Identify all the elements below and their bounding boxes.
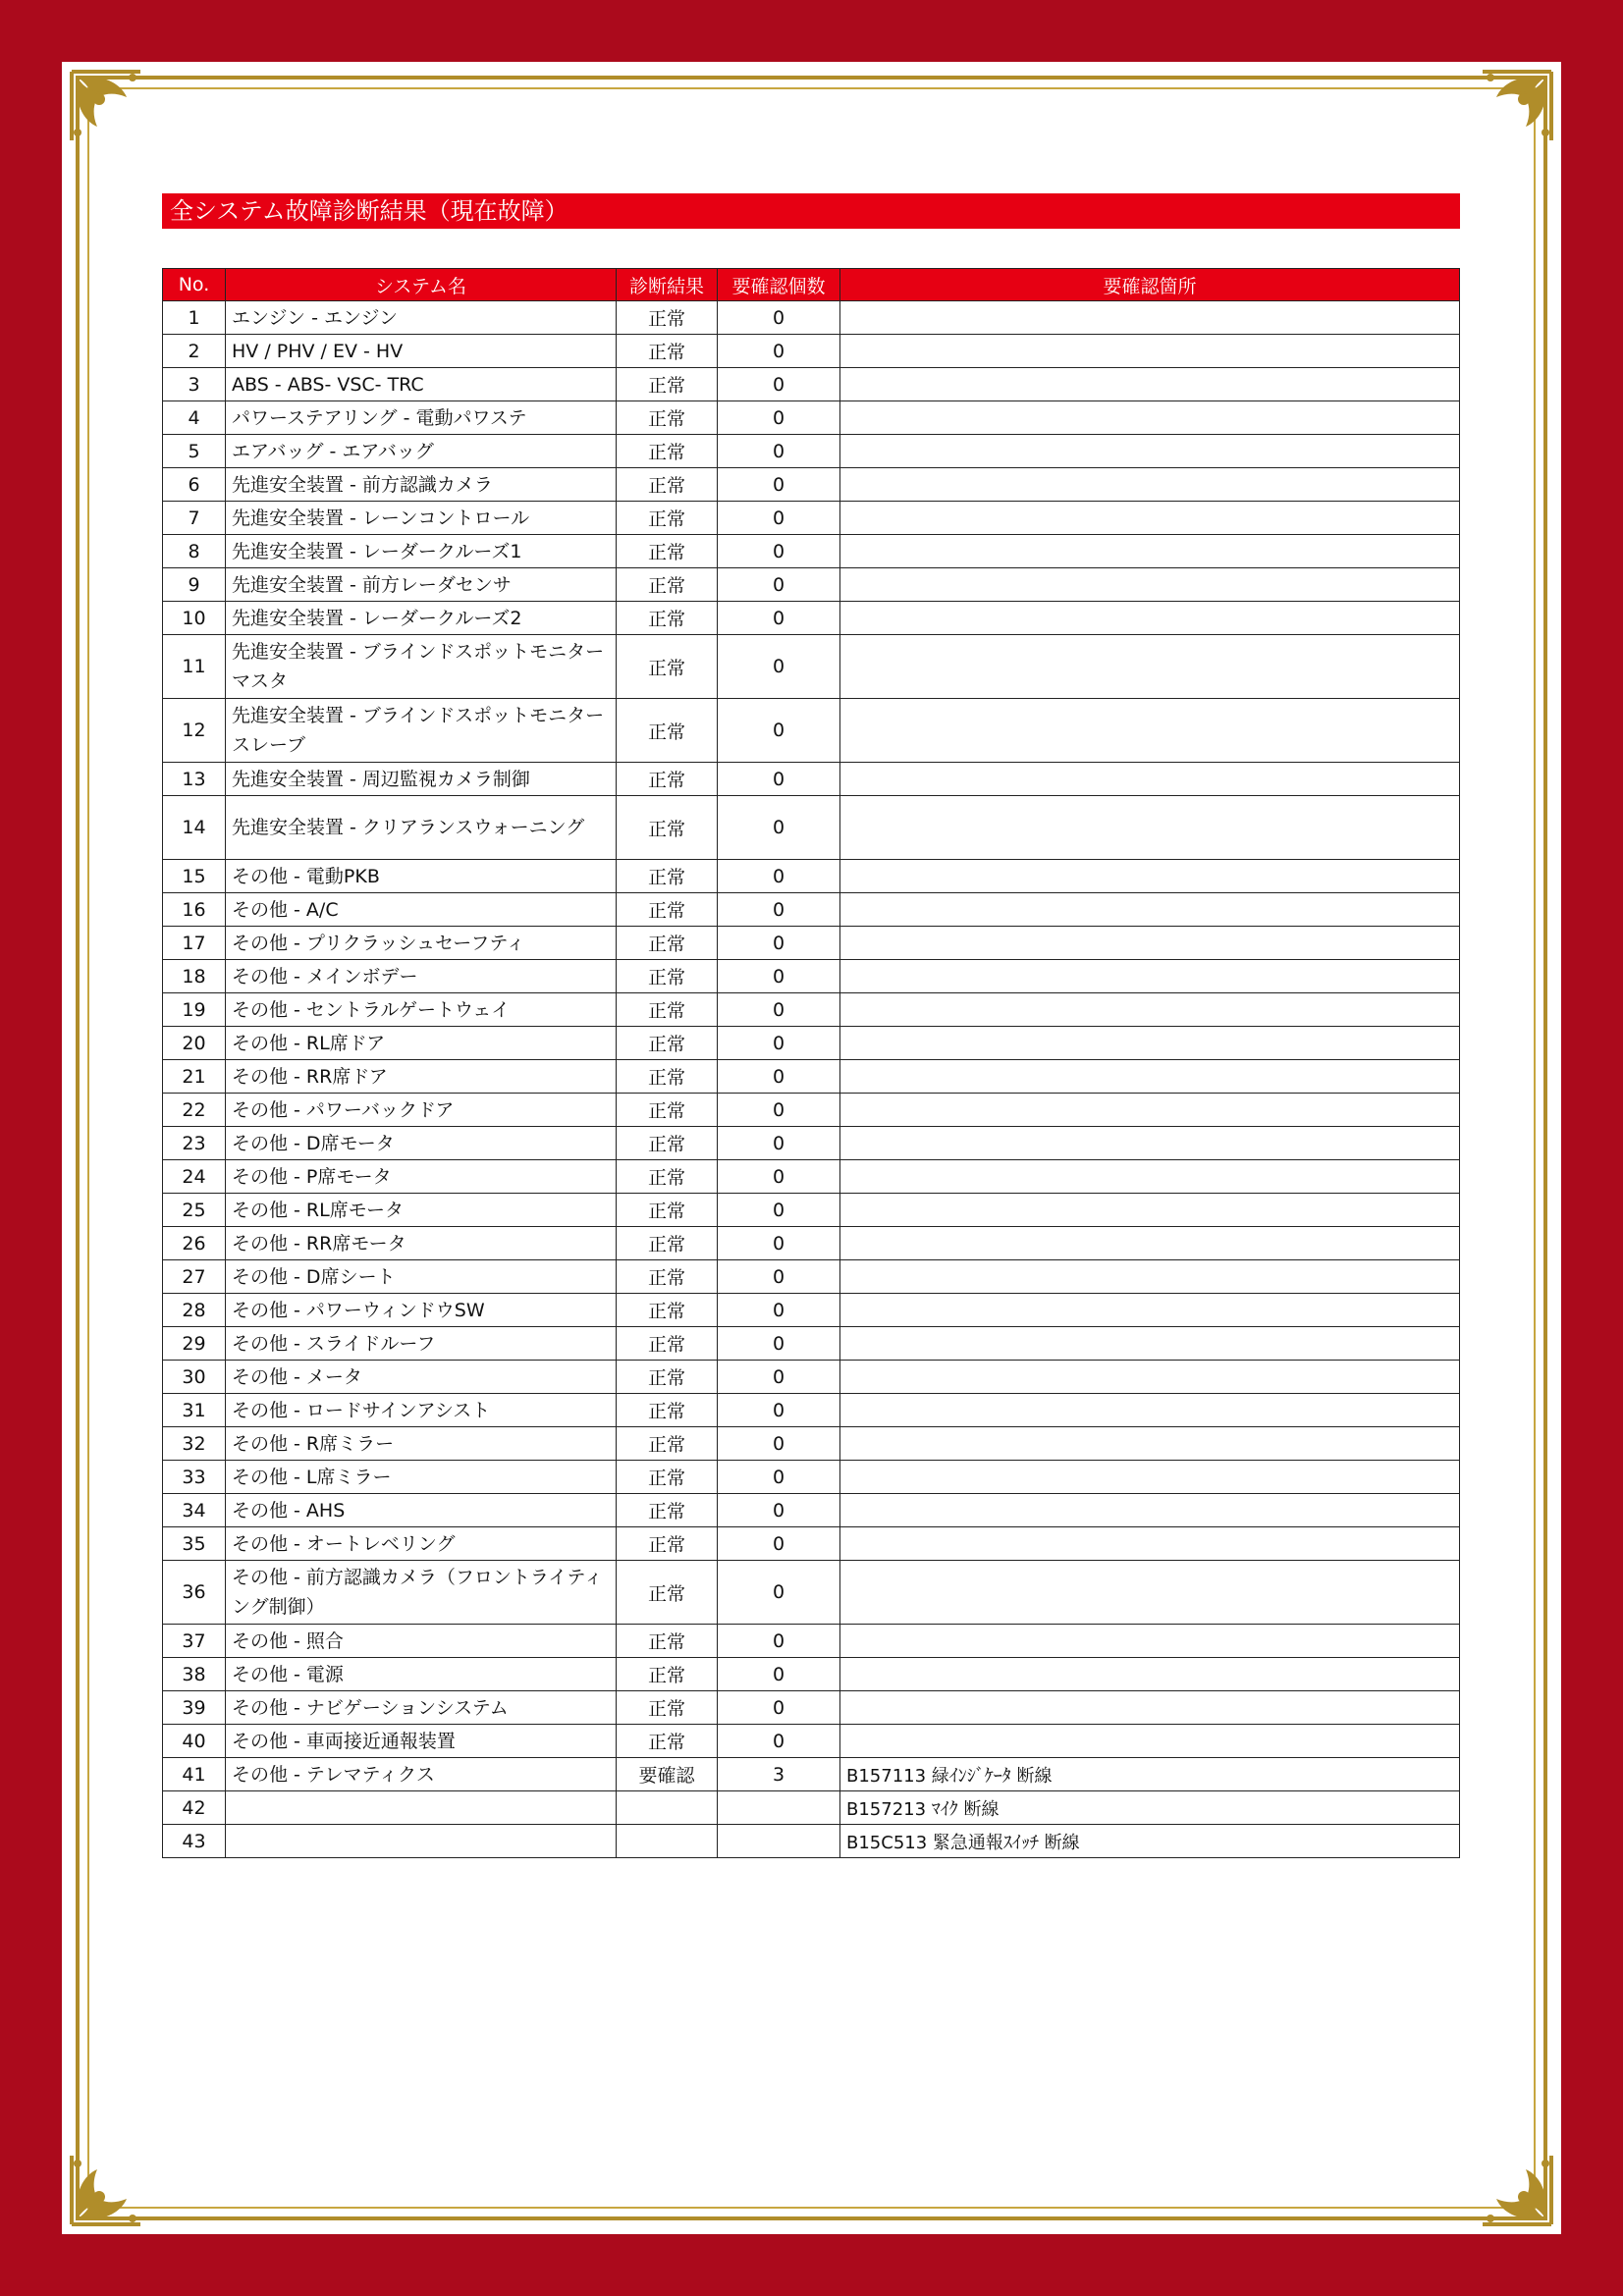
row-number: 9 <box>163 568 226 602</box>
diagnosis-result: 正常 <box>617 301 718 335</box>
check-location <box>840 1427 1460 1461</box>
diagnosis-result: 正常 <box>617 335 718 368</box>
row-number: 3 <box>163 368 226 401</box>
table-row <box>163 1691 1460 1725</box>
check-count: 0 <box>718 960 840 993</box>
check-count: 0 <box>718 1394 840 1427</box>
diagnosis-result: 正常 <box>617 860 718 893</box>
diagnosis-result: 正常 <box>617 1691 718 1725</box>
table-row <box>163 1260 1460 1294</box>
system-name: その他 - 照合 <box>226 1625 617 1658</box>
diagnosis-result: 正常 <box>617 1294 718 1327</box>
system-name: 先進安全装置 - レーダークルーズ2 <box>226 602 617 635</box>
check-location <box>840 699 1460 763</box>
check-location <box>840 535 1460 568</box>
row-number: 11 <box>163 635 226 699</box>
check-count: 0 <box>718 1658 840 1691</box>
system-name: その他 - AHS <box>226 1494 617 1527</box>
row-number: 17 <box>163 927 226 960</box>
row-number: 19 <box>163 993 226 1027</box>
check-location: B157113 緑ｲﾝｼﾞｹｰﾀ 断線 <box>840 1758 1460 1791</box>
table-row <box>163 1160 1460 1194</box>
check-count: 0 <box>718 1361 840 1394</box>
diagnosis-result: 要確認 <box>617 1758 718 1791</box>
system-name: 先進安全装置 - レーダークルーズ1 <box>226 535 617 568</box>
check-location <box>840 468 1460 502</box>
diagnosis-result: 正常 <box>617 1427 718 1461</box>
table-row <box>163 1494 1460 1527</box>
row-number: 15 <box>163 860 226 893</box>
check-count: 0 <box>718 301 840 335</box>
check-location <box>840 1127 1460 1160</box>
row-number: 32 <box>163 1427 226 1461</box>
row-number: 41 <box>163 1758 226 1791</box>
check-count: 0 <box>718 1494 840 1527</box>
system-name <box>226 1825 617 1858</box>
diagnosis-result: 正常 <box>617 468 718 502</box>
check-count: 0 <box>718 796 840 860</box>
check-count: 0 <box>718 1561 840 1625</box>
table-row <box>163 568 1460 602</box>
row-number: 42 <box>163 1791 226 1825</box>
row-number: 38 <box>163 1658 226 1691</box>
diagnosis-result: 正常 <box>617 401 718 435</box>
row-number: 4 <box>163 401 226 435</box>
system-name: その他 - D席シート <box>226 1260 617 1294</box>
check-count: 0 <box>718 435 840 468</box>
check-count: 0 <box>718 602 840 635</box>
system-name <box>226 1791 617 1825</box>
check-count: 0 <box>718 893 840 927</box>
check-location <box>840 993 1460 1027</box>
table-row <box>163 893 1460 927</box>
system-name: 先進安全装置 - 前方レーダセンサ <box>226 568 617 602</box>
table-row <box>163 1758 1460 1791</box>
check-location <box>840 960 1460 993</box>
diagnosis-result: 正常 <box>617 535 718 568</box>
check-count: 0 <box>718 1060 840 1094</box>
diagnosis-result: 正常 <box>617 699 718 763</box>
row-number: 33 <box>163 1461 226 1494</box>
diagnosis-result: 正常 <box>617 435 718 468</box>
corner-ornament-icon <box>64 64 148 148</box>
system-name: その他 - L席ミラー <box>226 1461 617 1494</box>
check-location <box>840 927 1460 960</box>
diagnosis-result: 正常 <box>617 1227 718 1260</box>
system-name: その他 - 車両接近通報装置 <box>226 1725 617 1758</box>
check-count: 0 <box>718 699 840 763</box>
check-count: 0 <box>718 1127 840 1160</box>
check-location: B15C513 緊急通報ｽｲｯﾁ 断線 <box>840 1825 1460 1858</box>
system-name: その他 - ナビゲーションシステム <box>226 1691 617 1725</box>
check-count: 0 <box>718 1327 840 1361</box>
check-location <box>840 796 1460 860</box>
check-location <box>840 1527 1460 1561</box>
system-name: 先進安全装置 - ブラインドスポットモニター マスタ <box>226 635 617 699</box>
diagnosis-result: 正常 <box>617 1527 718 1561</box>
row-number: 25 <box>163 1194 226 1227</box>
diagnosis-result: 正常 <box>617 1260 718 1294</box>
table-row <box>163 1461 1460 1494</box>
check-location <box>840 1227 1460 1260</box>
system-name: その他 - A/C <box>226 893 617 927</box>
system-name: ABS - ABS- VSC- TRC <box>226 368 617 401</box>
check-location <box>840 435 1460 468</box>
system-name: エアバッグ - エアバッグ <box>226 435 617 468</box>
diagnosis-result: 正常 <box>617 1494 718 1527</box>
diagnosis-result: 正常 <box>617 993 718 1027</box>
row-number: 14 <box>163 796 226 860</box>
system-name: その他 - オートレベリング <box>226 1527 617 1561</box>
table-row <box>163 699 1460 763</box>
check-count: 0 <box>718 502 840 535</box>
system-name: エンジン - エンジン <box>226 301 617 335</box>
row-number: 36 <box>163 1561 226 1625</box>
check-location <box>840 1361 1460 1394</box>
table-row <box>163 1427 1460 1461</box>
system-name: 先進安全装置 - クリアランスウォーニング <box>226 796 617 860</box>
check-count: 0 <box>718 1461 840 1494</box>
check-location <box>840 1461 1460 1494</box>
table-row <box>163 1060 1460 1094</box>
diagnosis-result: 正常 <box>617 1394 718 1427</box>
diagnosis-result: 正常 <box>617 1461 718 1494</box>
check-location <box>840 1658 1460 1691</box>
table-row <box>163 401 1460 435</box>
check-count: 0 <box>718 1194 840 1227</box>
table-row <box>163 1825 1460 1858</box>
system-name: その他 - D席モータ <box>226 1127 617 1160</box>
system-name: その他 - RR席モータ <box>226 1227 617 1260</box>
check-count: 0 <box>718 401 840 435</box>
check-location <box>840 1561 1460 1625</box>
row-number: 1 <box>163 301 226 335</box>
diagnosis-result: 正常 <box>617 960 718 993</box>
table-row <box>163 301 1460 335</box>
check-location <box>840 1194 1460 1227</box>
check-count: 0 <box>718 763 840 796</box>
table-row <box>163 1194 1460 1227</box>
system-name: その他 - プリクラッシュセーフティ <box>226 927 617 960</box>
system-name: その他 - RL席モータ <box>226 1194 617 1227</box>
system-name: その他 - RR席ドア <box>226 1060 617 1094</box>
corner-ornament-icon <box>64 2148 148 2232</box>
row-number: 39 <box>163 1691 226 1725</box>
diagnosis-result <box>617 1825 718 1858</box>
diagnosis-result: 正常 <box>617 1094 718 1127</box>
row-number: 2 <box>163 335 226 368</box>
table-body <box>163 301 1460 1858</box>
table-row <box>163 1127 1460 1160</box>
check-count <box>718 1791 840 1825</box>
table-row <box>163 1094 1460 1127</box>
system-name: 先進安全装置 - レーンコントロール <box>226 502 617 535</box>
check-location <box>840 502 1460 535</box>
check-location <box>840 1725 1460 1758</box>
table-row <box>163 1327 1460 1361</box>
system-name: 先進安全装置 - 周辺監視カメラ制御 <box>226 763 617 796</box>
row-number: 40 <box>163 1725 226 1758</box>
check-location <box>840 602 1460 635</box>
row-number: 12 <box>163 699 226 763</box>
diagnosis-result: 正常 <box>617 635 718 699</box>
section-title: 全システム故障診断結果（現在故障） <box>162 193 1460 229</box>
system-name: その他 - 前方認識カメラ（フロントライティング制御） <box>226 1561 617 1625</box>
check-count: 0 <box>718 1625 840 1658</box>
check-location <box>840 860 1460 893</box>
table-row <box>163 860 1460 893</box>
diagnosis-result: 正常 <box>617 796 718 860</box>
header-result: 診断結果 <box>617 269 718 301</box>
diagnosis-result: 正常 <box>617 1027 718 1060</box>
check-location <box>840 1625 1460 1658</box>
row-number: 23 <box>163 1127 226 1160</box>
system-name: その他 - メインボデー <box>226 960 617 993</box>
row-number: 8 <box>163 535 226 568</box>
system-name: その他 - セントラルゲートウェイ <box>226 993 617 1027</box>
check-count: 0 <box>718 368 840 401</box>
row-number: 22 <box>163 1094 226 1127</box>
check-location <box>840 1327 1460 1361</box>
check-count: 0 <box>718 1725 840 1758</box>
system-name: その他 - スライドルーフ <box>226 1327 617 1361</box>
corner-ornament-icon <box>1475 64 1559 148</box>
system-name: その他 - P席モータ <box>226 1160 617 1194</box>
system-name: 先進安全装置 - 前方認識カメラ <box>226 468 617 502</box>
table-row <box>163 1227 1460 1260</box>
check-count: 0 <box>718 1227 840 1260</box>
table-row <box>163 1527 1460 1561</box>
diagnosis-result: 正常 <box>617 927 718 960</box>
diagnosis-result: 正常 <box>617 1327 718 1361</box>
report-page <box>62 62 1561 2234</box>
diagnosis-result: 正常 <box>617 368 718 401</box>
check-count: 0 <box>718 635 840 699</box>
diagnosis-result: 正常 <box>617 1160 718 1194</box>
row-number: 37 <box>163 1625 226 1658</box>
system-name: HV / PHV / EV - HV <box>226 335 617 368</box>
table-row <box>163 368 1460 401</box>
system-name: その他 - メータ <box>226 1361 617 1394</box>
table-row <box>163 1294 1460 1327</box>
table-row <box>163 502 1460 535</box>
row-number: 10 <box>163 602 226 635</box>
row-number: 18 <box>163 960 226 993</box>
row-number: 28 <box>163 1294 226 1327</box>
diagnosis-result: 正常 <box>617 568 718 602</box>
diagnosis-result: 正常 <box>617 1127 718 1160</box>
check-count: 0 <box>718 1691 840 1725</box>
check-location <box>840 893 1460 927</box>
diagnosis-table <box>162 268 1460 1858</box>
check-location <box>840 401 1460 435</box>
row-number: 5 <box>163 435 226 468</box>
table-row <box>163 763 1460 796</box>
check-count: 0 <box>718 335 840 368</box>
corner-ornament-icon <box>1475 2148 1559 2232</box>
table-row <box>163 927 1460 960</box>
diagnosis-result <box>617 1791 718 1825</box>
header-system: システム名 <box>226 269 617 301</box>
check-count <box>718 1825 840 1858</box>
row-number: 26 <box>163 1227 226 1260</box>
row-number: 35 <box>163 1527 226 1561</box>
system-name: その他 - パワーバックドア <box>226 1094 617 1127</box>
check-count: 0 <box>718 1427 840 1461</box>
table-row <box>163 796 1460 860</box>
table-row <box>163 635 1460 699</box>
check-count: 0 <box>718 860 840 893</box>
check-location <box>840 568 1460 602</box>
system-name: その他 - ロードサインアシスト <box>226 1394 617 1427</box>
diagnosis-result: 正常 <box>617 1625 718 1658</box>
check-count: 0 <box>718 993 840 1027</box>
system-name: その他 - 電源 <box>226 1658 617 1691</box>
table-row <box>163 1791 1460 1825</box>
table-row <box>163 335 1460 368</box>
check-location <box>840 1260 1460 1294</box>
check-location <box>840 763 1460 796</box>
diagnosis-result: 正常 <box>617 893 718 927</box>
row-number: 31 <box>163 1394 226 1427</box>
table-row <box>163 1394 1460 1427</box>
check-location <box>840 635 1460 699</box>
row-number: 20 <box>163 1027 226 1060</box>
check-count: 0 <box>718 1027 840 1060</box>
check-count: 0 <box>718 535 840 568</box>
diagnosis-result: 正常 <box>617 1060 718 1094</box>
row-number: 7 <box>163 502 226 535</box>
table-row <box>163 1725 1460 1758</box>
diagnosis-result: 正常 <box>617 1725 718 1758</box>
table-row <box>163 1658 1460 1691</box>
row-number: 6 <box>163 468 226 502</box>
table-row <box>163 435 1460 468</box>
table-header-row <box>163 269 1460 301</box>
check-location: B157213 ﾏｲｸ 断線 <box>840 1791 1460 1825</box>
check-count: 0 <box>718 1294 840 1327</box>
check-location <box>840 1027 1460 1060</box>
row-number: 24 <box>163 1160 226 1194</box>
diagnosis-result: 正常 <box>617 1658 718 1691</box>
check-location <box>840 335 1460 368</box>
system-name: その他 - テレマティクス <box>226 1758 617 1791</box>
diagnosis-result: 正常 <box>617 763 718 796</box>
table-row <box>163 535 1460 568</box>
system-name: その他 - R席ミラー <box>226 1427 617 1461</box>
header-count: 要確認個数 <box>718 269 840 301</box>
table-row <box>163 960 1460 993</box>
system-name: その他 - パワーウィンドウSW <box>226 1294 617 1327</box>
diagnosis-result: 正常 <box>617 1194 718 1227</box>
row-number: 30 <box>163 1361 226 1394</box>
check-count: 0 <box>718 927 840 960</box>
diagnosis-result: 正常 <box>617 1561 718 1625</box>
table-row <box>163 1027 1460 1060</box>
check-location <box>840 1060 1460 1094</box>
check-count: 3 <box>718 1758 840 1791</box>
check-location <box>840 1691 1460 1725</box>
system-name: その他 - 電動PKB <box>226 860 617 893</box>
check-location <box>840 1160 1460 1194</box>
check-count: 0 <box>718 568 840 602</box>
diagnosis-result: 正常 <box>617 502 718 535</box>
check-count: 0 <box>718 1260 840 1294</box>
table-row <box>163 468 1460 502</box>
row-number: 21 <box>163 1060 226 1094</box>
check-location <box>840 1094 1460 1127</box>
system-name: パワーステアリング - 電動パワステ <box>226 401 617 435</box>
check-location <box>840 1494 1460 1527</box>
check-location <box>840 301 1460 335</box>
system-name: その他 - RL席ドア <box>226 1027 617 1060</box>
table-row <box>163 993 1460 1027</box>
header-location: 要確認箇所 <box>840 269 1460 301</box>
diagnosis-result: 正常 <box>617 1361 718 1394</box>
table-row <box>163 1625 1460 1658</box>
row-number: 43 <box>163 1825 226 1858</box>
row-number: 34 <box>163 1494 226 1527</box>
header-no: No. <box>163 269 226 301</box>
diagnosis-result: 正常 <box>617 602 718 635</box>
system-name: 先進安全装置 - ブラインドスポットモニター スレーブ <box>226 699 617 763</box>
check-location <box>840 1394 1460 1427</box>
check-count: 0 <box>718 1160 840 1194</box>
check-count: 0 <box>718 468 840 502</box>
table-row <box>163 602 1460 635</box>
check-location <box>840 1294 1460 1327</box>
check-count: 0 <box>718 1094 840 1127</box>
check-location <box>840 368 1460 401</box>
check-count: 0 <box>718 1527 840 1561</box>
row-number: 29 <box>163 1327 226 1361</box>
row-number: 27 <box>163 1260 226 1294</box>
row-number: 13 <box>163 763 226 796</box>
table-row <box>163 1561 1460 1625</box>
row-number: 16 <box>163 893 226 927</box>
table-row <box>163 1361 1460 1394</box>
